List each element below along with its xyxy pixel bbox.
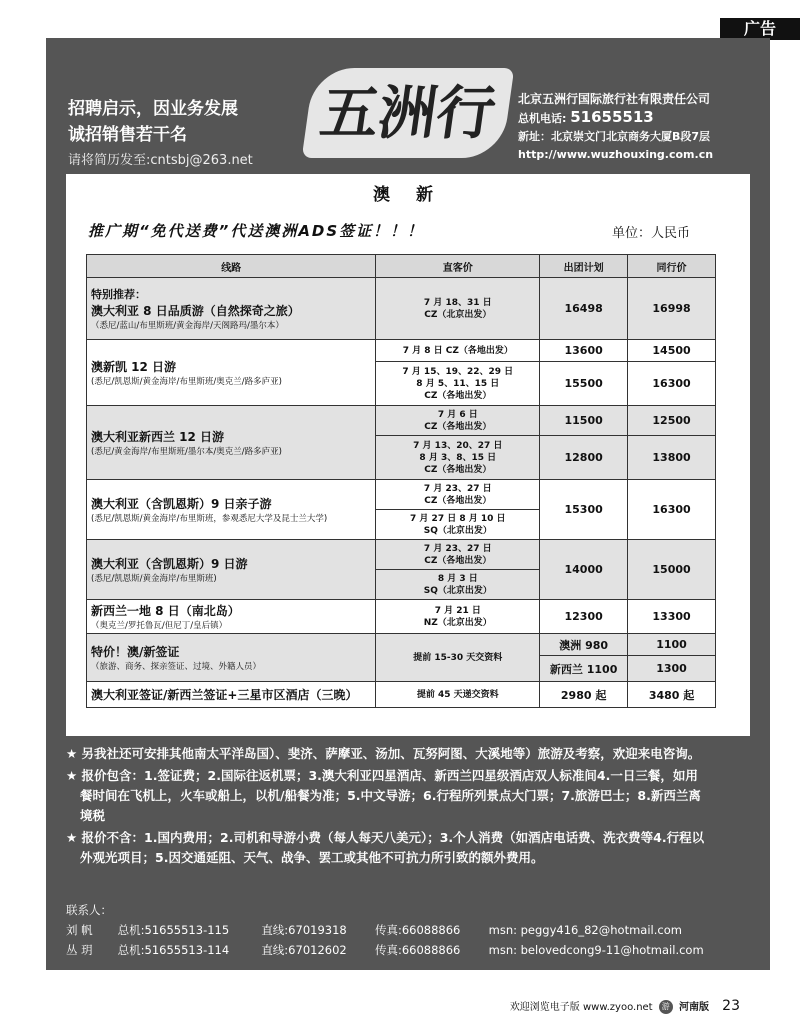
departure-cell (376, 570, 540, 600)
dep-airline: NZ（北京出发） (423, 617, 492, 628)
peer-price: 15000 (628, 540, 716, 600)
phone-label: 总机电话: (518, 112, 567, 125)
col-group: 出团计划 (540, 255, 628, 278)
dep-airline: SQ（北京出发） (423, 585, 492, 596)
route-cell (87, 682, 376, 708)
route-name: 澳新凯 12 日游 (91, 360, 177, 374)
route-cell (87, 600, 376, 634)
tour-table (86, 254, 716, 708)
contact-msn[interactable]: msn: peggy416_82@hotmail.com (488, 923, 682, 937)
contact-name: 丛 玥 (66, 943, 93, 957)
group-price: 11500 (540, 406, 628, 436)
dep-airline: CZ（各地出发） (424, 421, 492, 432)
route-name: 特价！澳/新签证 (91, 645, 180, 659)
company-info (518, 90, 713, 164)
departure-cell (376, 406, 540, 436)
route-name: 澳大利亚 8 日品质游（自然探奇之旅） (91, 304, 300, 318)
promo-banner: 推广期“免代送费”代送澳洲ADS签证！！！ (88, 222, 425, 240)
currency-unit: 单位：人民币 (611, 226, 690, 241)
peer-price: 1100 (628, 634, 716, 656)
table-header (87, 255, 716, 278)
contact-row (66, 940, 726, 960)
peer-price: 1300 (628, 656, 716, 682)
route-name: 澳大利亚签证/新西兰签证+三星市区酒店（三晚） (91, 688, 358, 702)
route-stops: (悉尼/凯恩斯/黄金海岸/布里斯班/奥克兰/路多庐亚) (91, 377, 282, 387)
dep-airline: CZ（各地出发） (424, 390, 492, 401)
contact-fax: 传真:66088866 (374, 923, 461, 937)
peer-price: 3480 起 (628, 682, 716, 708)
peer-price: 16300 (628, 362, 716, 406)
contacts-block (66, 900, 726, 960)
route-stops: （奥克兰/罗托鲁瓦/但尼丁/皇后镇） (91, 621, 228, 631)
route-stops: （旅游、商务、探亲签证、过境、外籍人员） (91, 662, 262, 672)
group-price: 14000 (540, 540, 628, 600)
group-price: 15300 (540, 480, 628, 540)
route-cell (87, 278, 376, 340)
table-row (87, 340, 716, 362)
route-name: 新西兰一地 8 日（南北岛） (91, 604, 240, 618)
recruit-line-1: 招聘启示，因业务发展 (68, 99, 238, 119)
peer-price: 14500 (628, 340, 716, 362)
departure-cell (376, 540, 540, 570)
table-row (87, 634, 716, 656)
peer-price: 16998 (628, 278, 716, 340)
route-name: 澳大利亚新西兰 12 日游 (91, 430, 225, 444)
page-footer (510, 998, 740, 1014)
group-price: 16498 (540, 278, 628, 340)
contact-fax: 传真:66088866 (374, 943, 461, 957)
dep-date: 7 月 18、31 日 (423, 297, 492, 308)
group-price: 13600 (540, 340, 628, 362)
group-price: 2980 起 (540, 682, 628, 708)
dep-airline: SQ（北京出发） (423, 525, 492, 536)
departure-cell: 提前 45 天递交资料 (376, 682, 540, 708)
company-phone (518, 108, 713, 128)
route-cell (87, 340, 376, 406)
dep-date: 7 月 6 日 (437, 409, 478, 420)
route-cell (87, 634, 376, 682)
peer-price: 12500 (628, 406, 716, 436)
table-row (87, 540, 716, 570)
contact-name: 刘 帆 (66, 923, 93, 937)
route-name: 澳大利亚（含凯恩斯）9 日亲子游 (91, 497, 272, 511)
dep-date: 8 月 3 日 (437, 573, 478, 584)
page-number: 23 (722, 998, 740, 1014)
dep-date: 8 月 3、8、15 日 (419, 452, 497, 463)
group-price: 澳洲 980 (540, 634, 628, 656)
departure-cell (376, 278, 540, 340)
col-peer: 同行价 (628, 255, 716, 278)
contact-direct: 直线:67019318 (261, 923, 347, 937)
table-row (87, 406, 716, 436)
peer-price: 13800 (628, 436, 716, 480)
contact-msn[interactable]: msn: belovedcong9-11@hotmail.com (488, 943, 704, 957)
table-row (87, 600, 716, 634)
recruit-line-2: 诚招销售若干名 (68, 125, 187, 145)
dep-date: 8 月 5、11、15 日 (416, 378, 500, 389)
group-price: 12800 (540, 436, 628, 480)
contact-direct: 直线:67012602 (261, 943, 347, 957)
dep-airline: CZ（各地出发） (424, 464, 492, 475)
company-address: 新址：北京崇文门北京商务大厦B段7层 (518, 130, 711, 143)
company-name: 北京五洲行国际旅行社有限责任公司 (518, 92, 711, 106)
contacts-title: 联系人： (66, 903, 112, 917)
departure-cell: 7 月 8 日 CZ（各地出发） (376, 340, 540, 362)
route-cell (87, 480, 376, 540)
route-stops: (悉尼/凯恩斯/黄金海岸/布里斯班，参观悉尼大学及昆士兰大学) (91, 514, 328, 524)
departure-cell: 提前 15-30 天交资料 (376, 634, 540, 682)
recruit-block (68, 96, 253, 174)
ad-panel (46, 38, 770, 970)
tour-content (66, 174, 750, 736)
footer-text[interactable]: 欢迎浏览电子版 www.zyoo.net (509, 1002, 653, 1013)
dep-airline: CZ（各地出发） (424, 495, 492, 506)
route-cell (87, 540, 376, 600)
edition-label: 河南版 (678, 1002, 709, 1013)
dep-airline: CZ（北京出发） (424, 309, 492, 320)
phone-number: 51655513 (570, 108, 654, 126)
col-route: 线路 (87, 255, 376, 278)
edition-badge-icon: 游 (659, 1000, 673, 1014)
table-row (87, 480, 716, 510)
peer-price: 16300 (628, 480, 716, 540)
recruit-email: 请将简历发至:cntsbj@263.net (68, 153, 253, 168)
contact-row (66, 920, 726, 940)
departure-cell (376, 600, 540, 634)
group-price: 新西兰 1100 (540, 656, 628, 682)
departure-cell (376, 510, 540, 540)
company-logo: 五洲行 (302, 68, 515, 158)
ad-tag: 广告 (720, 18, 800, 40)
group-price: 15500 (540, 362, 628, 406)
dep-date: 7 月 21 日 (434, 605, 481, 616)
route-cell (87, 406, 376, 480)
company-website[interactable]: http://www.wuzhouxing.com.cn (518, 148, 714, 161)
departure-cell (376, 362, 540, 406)
peer-price: 13300 (628, 600, 716, 634)
group-price: 12300 (540, 600, 628, 634)
route-stops: (悉尼/黄金海岸/布里斯班/墨尔本/奥克兰/路多庐亚) (91, 447, 282, 457)
route-title: 澳 新 (373, 185, 443, 205)
special-label: 特别推荐： (91, 288, 146, 301)
dep-date: 7 月 23、27 日 (423, 483, 492, 494)
col-departure: 直客价 (376, 255, 540, 278)
notes-block (66, 744, 706, 870)
dep-date: 7 月 23、27 日 (423, 543, 492, 554)
table-row (87, 682, 716, 708)
route-stops: (悉尼/凯恩斯/黄金海岸/布里斯班) (91, 574, 217, 584)
departure-cell (376, 480, 540, 510)
note-item: ★ 报价不含：1.国内费用；2.司机和导游小费（每人每天八美元）；3.个人消费（如酒店电话费、洗衣费等4.行程以外观光项目；5.因交通延阻、天气、战争、罢工或其他不可抗力所引致的额外费用。 (66, 830, 705, 865)
dep-airline: CZ（各地出发） (424, 555, 492, 566)
departure-cell (376, 436, 540, 480)
route-stops: （悉尼/蓝山/布里斯班/黄金海岸/天阁路玛/墨尔本） (91, 321, 284, 331)
dep-date: 7 月 27 日 8 月 10 日 (410, 513, 506, 524)
dep-date: 7 月 15、19、22、29 日 (402, 366, 514, 377)
route-name: 澳大利亚（含凯恩斯）9 日游 (91, 557, 248, 571)
contact-main: 总机:51655513-115 (117, 923, 230, 937)
note-item: ★ 报价包含：1.签证费；2.国际往返机票；3.澳大利亚四星酒店、新西兰四星级酒店双人标准间4.一日三餐，如用餐时间在飞机上，火车或船上，以机/船餐为准；5.中文导游；6.行程所列景点大门票；7.旅游巴士；8.新西兰离境税 (66, 768, 701, 823)
table-row (87, 278, 716, 340)
note-item: ★ 另我社还可安排其他南太平洋岛国）、斐济、萨摩亚、汤加、瓦努阿图、大溪地等）旅游及考察，欢迎来电咨询。 (66, 746, 701, 761)
contact-main: 总机:51655513-114 (117, 943, 230, 957)
dep-date: 7 月 13、20、27 日 (413, 440, 503, 451)
